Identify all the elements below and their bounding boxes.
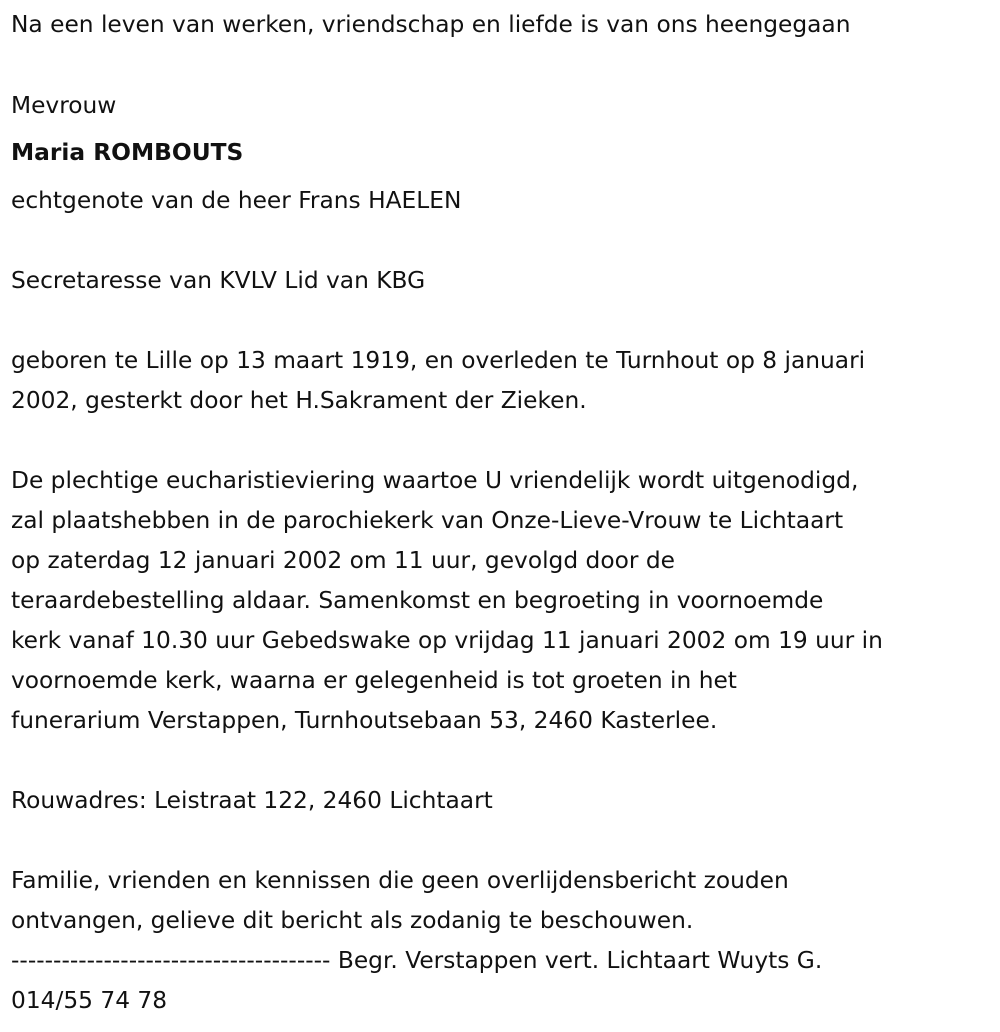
honorific: Mevrouw bbox=[11, 92, 117, 119]
ceremony-line-3: op zaterdag 12 januari 2002 om 11 uur, gevolgd door de bbox=[11, 547, 675, 574]
intro-text: Na een leven van werken, vriendschap en liefde is van ons heengegaan bbox=[11, 11, 851, 38]
role-text: Secretaresse van KVLV Lid van KBG bbox=[11, 267, 426, 294]
mourning-address: Rouwadres: Leistraat 122, 2460 Lichtaart bbox=[11, 787, 493, 814]
spouse-text: echtgenote van de heer Frans HAELEN bbox=[11, 187, 462, 214]
ceremony-line-6: voornoemde kerk, waarna er gelegenheid is tot groeten in het bbox=[11, 667, 737, 694]
deceased-name: Maria ROMBOUTS bbox=[11, 139, 244, 166]
ceremony-line-2: zal plaatshebben in de parochiekerk van Onze-Lieve-Vrouw te Lichtaart bbox=[11, 507, 844, 534]
birth-death-line-2: 2002, gesterkt door het H.Sakrament der Zieken. bbox=[11, 387, 587, 414]
birth-death-line-1: geboren te Lille op 13 maart 1919, en overleden te Turnhout op 8 januari bbox=[11, 347, 866, 374]
ceremony-line-5: kerk vanaf 10.30 uur Gebedswake op vrijdag 11 januari 2002 om 19 uur in bbox=[11, 627, 883, 654]
closing-line-2: ontvangen, gelieve dit bericht als zodanig te beschouwen. bbox=[11, 907, 694, 934]
closing-line-1: Familie, vrienden en kennissen die geen overlijdensbericht zouden bbox=[11, 867, 789, 894]
footer-phone: 014/55 74 78 bbox=[11, 987, 168, 1014]
ceremony-line-4: teraardebestelling aldaar. Samenkomst en begroeting in voornoemde bbox=[11, 587, 824, 614]
footer-undertaker: -------------------------------------- Begr. Verstappen vert. Lichtaart Wuyts G. bbox=[11, 947, 823, 974]
ceremony-line-7: funerarium Verstappen, Turnhoutsebaan 53, 2460 Kasterlee. bbox=[11, 707, 718, 734]
ceremony-line-1: De plechtige eucharistieviering waartoe U vriendelijk wordt uitgenodigd, bbox=[11, 467, 859, 494]
